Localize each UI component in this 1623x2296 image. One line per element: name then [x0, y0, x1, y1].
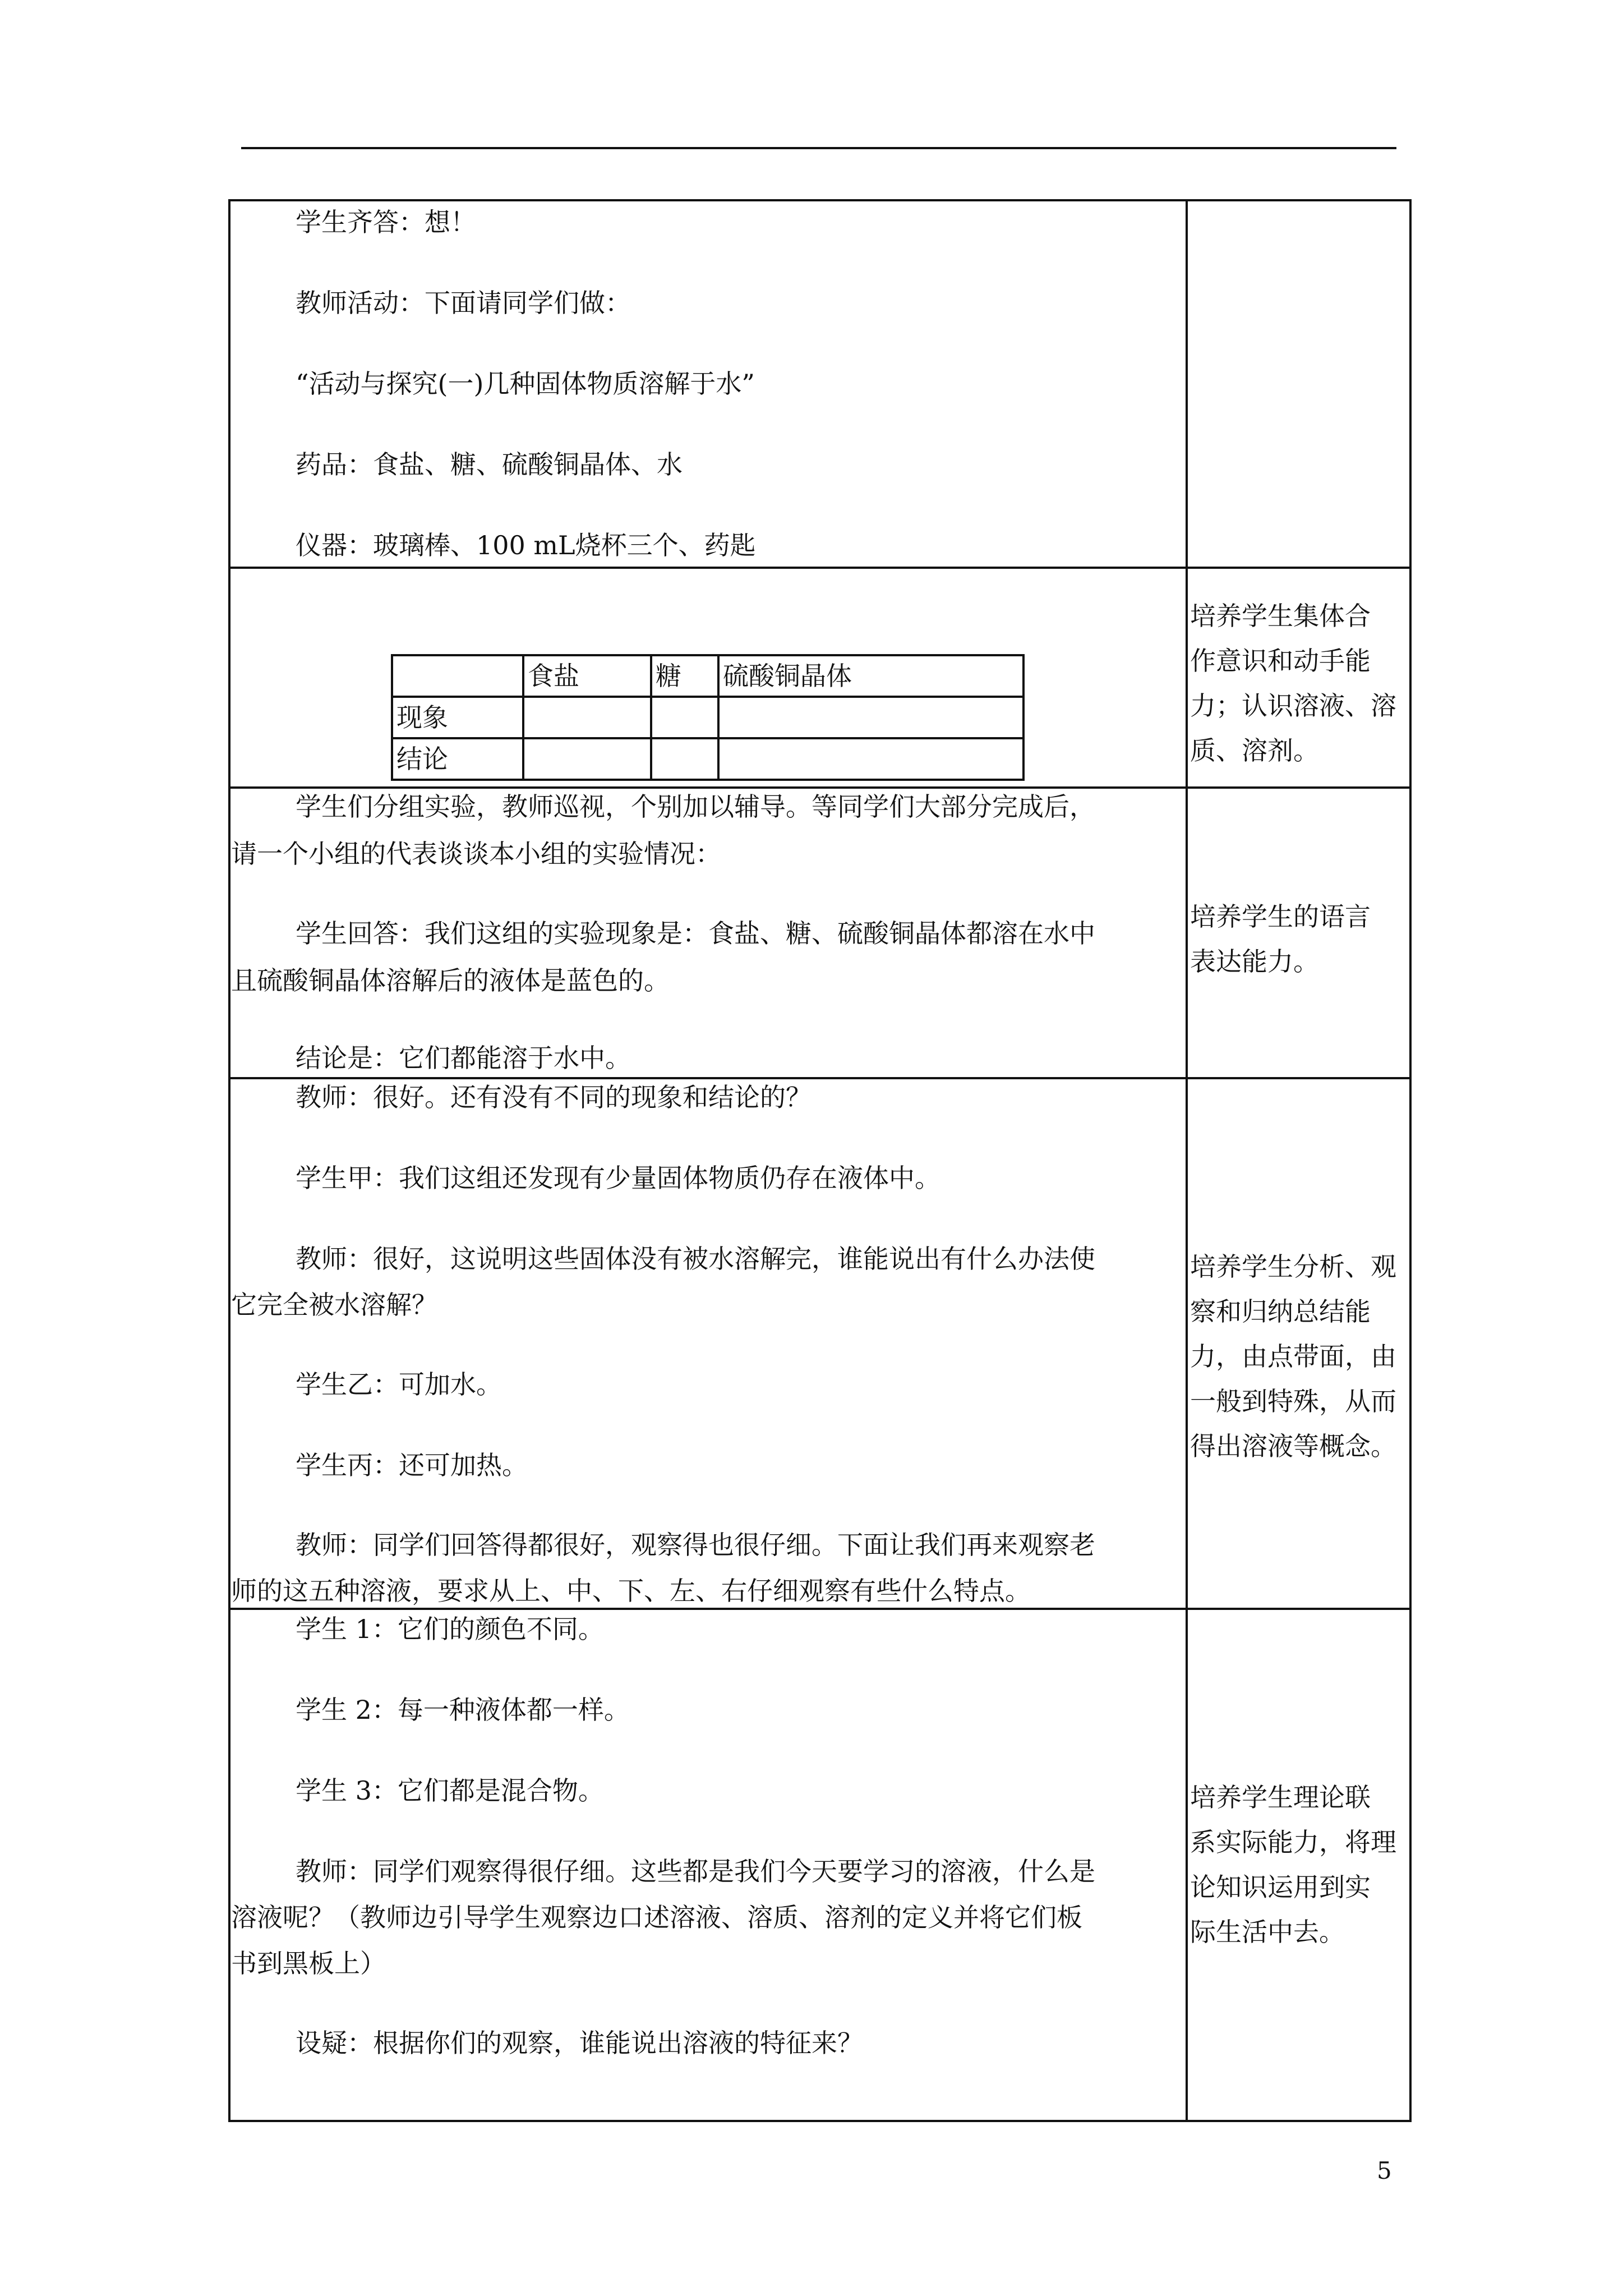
table-cell — [523, 697, 651, 738]
row-divider-4 — [228, 1608, 1412, 1610]
table-cell — [523, 738, 651, 780]
table-row — [392, 738, 1023, 780]
text-line: 学生丙：还可加热。 — [296, 1450, 528, 1480]
text-line: 仪器：玻璃棒、100 mL烧杯三个、药匙 — [296, 530, 756, 560]
side-note-line: 察和归纳总结能 — [1190, 1296, 1371, 1327]
text-line: 请一个小组的代表谈谈本小组的实验情况： — [231, 839, 721, 869]
text-line: 学生们分组实验，教师巡视，个别加以辅导。等同学们大部分完成后， — [296, 792, 1095, 822]
header-rule — [241, 147, 1396, 149]
text-line: 教师：同学们回答得都很好，观察得也很仔细。下面让我们再来观察老 — [296, 1530, 1095, 1560]
text-line: 且硫酸铜晶体溶解后的液体是蓝色的。 — [231, 965, 670, 996]
column-divider — [1186, 199, 1188, 2122]
text-line: 教师：很好。还有没有不同的现象和结论的？ — [296, 1082, 811, 1112]
text-line: 书到黑板上） — [231, 1948, 386, 1978]
row-label: 现象 — [392, 697, 523, 738]
text-line: 药品：食盐、糖、硫酸铜晶体、水 — [296, 449, 683, 480]
text-line: 教师：很好，这说明这些固体没有被水溶解完，谁能说出有什么办法使 — [296, 1244, 1095, 1274]
side-note-line: 际生活中去。 — [1190, 1917, 1345, 1947]
text-line: 学生 2：每一种液体都一样。 — [296, 1695, 630, 1725]
table-cell — [718, 738, 1023, 780]
side-note-line: 培养学生集体合 — [1190, 601, 1371, 631]
side-note-line: 力；认识溶液、溶 — [1190, 691, 1396, 721]
side-note-line: 论知识运用到实 — [1190, 1872, 1371, 1902]
text-line: 师的这五种溶液，要求从上、中、下、左、右仔细观察有些什么特点。 — [231, 1576, 1031, 1606]
side-note-line: 一般到特殊，从而 — [1190, 1386, 1396, 1416]
text-line: 学生乙：可加水。 — [296, 1369, 502, 1400]
side-note-row-5 — [1190, 1775, 1409, 1954]
row-divider-3 — [228, 1077, 1412, 1079]
table-cell — [392, 655, 523, 697]
side-note-line: 得出溶液等概念。 — [1190, 1431, 1396, 1461]
side-note-line: 培养学生分析、观 — [1190, 1251, 1396, 1282]
side-note-line: 作意识和动手能 — [1190, 646, 1371, 676]
side-note-line: 质、溶剂。 — [1190, 735, 1319, 766]
text-line: 它完全被水溶解？ — [231, 1290, 437, 1320]
table-header-row — [392, 655, 1023, 697]
side-note-line: 培养学生的语言 — [1190, 901, 1371, 932]
table-header: 糖 — [651, 655, 718, 697]
text-line: 结论是：它们都能溶于水中。 — [296, 1043, 631, 1073]
row-label: 结论 — [392, 738, 523, 780]
text-line: 学生 3：它们都是混合物。 — [296, 1775, 604, 1806]
text-line: 学生齐答：想！ — [296, 207, 476, 237]
side-note-line: 力，由点带面，由 — [1190, 1341, 1396, 1372]
text-line: 教师活动：下面请同学们做： — [296, 288, 631, 318]
side-note-line: 系实际能力，将理 — [1190, 1827, 1396, 1857]
side-note-row-2 — [1190, 593, 1409, 773]
side-note-row-3 — [1190, 894, 1409, 984]
text-line: 教师：同学们观察得很仔细。这些都是我们今天要学习的溶液，什么是 — [296, 1856, 1095, 1887]
text-line: 溶液呢？（教师边引导学生观察边口述溶液、溶质、溶剂的定义并将它们板 — [231, 1902, 1082, 1932]
table-row — [392, 697, 1023, 738]
experiment-table — [391, 654, 1025, 781]
row-divider-2 — [228, 786, 1412, 789]
table-header: 硫酸铜晶体 — [718, 655, 1023, 697]
table-cell — [718, 697, 1023, 738]
text-line: “活动与探究(一)几种固体物质溶解于水” — [296, 369, 755, 399]
text-line: 学生回答：我们这组的实验现象是：食盐、糖、硫酸铜晶体都溶在水中 — [296, 918, 1095, 949]
side-note-line: 表达能力。 — [1190, 946, 1319, 977]
page-number: 5 — [1377, 2157, 1392, 2184]
table-header: 食盐 — [523, 655, 651, 697]
side-note-row-4 — [1190, 1244, 1409, 1469]
table-cell — [651, 738, 718, 780]
text-line: 设疑：根据你们的观察，谁能说出溶液的特征来？ — [296, 2028, 863, 2058]
row-divider-1 — [228, 567, 1412, 569]
side-note-line: 培养学生理论联 — [1190, 1782, 1371, 1812]
table-cell — [651, 697, 718, 738]
text-line: 学生甲：我们这组还发现有少量固体物质仍存在液体中。 — [296, 1163, 940, 1193]
text-line: 学生 1：它们的颜色不同。 — [296, 1614, 604, 1644]
